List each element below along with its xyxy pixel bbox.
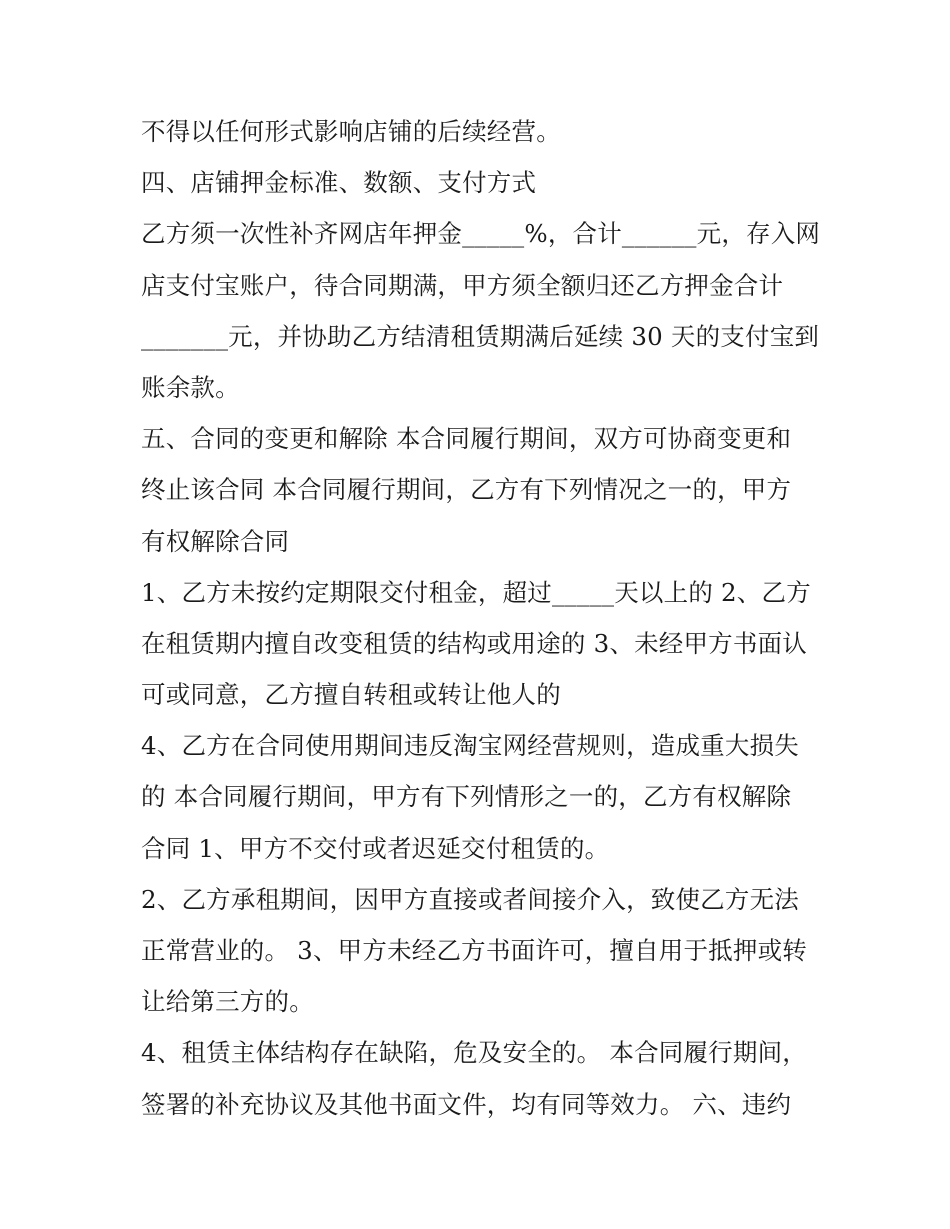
text-line: 2、乙方承租期间，因甲方直接或者间接介入，致使乙方无法 [141,884,799,914]
text-line: 可或同意，乙方擅自转租或转让他人的 [141,680,561,710]
text-line: 五、合同的变更和解除 本合同履行期间，双方可协商变更和 [141,424,792,454]
text-line: 不得以任何形式影响店铺的后续经营。 [141,117,561,146]
text-line: 签署的补充协议及其他书面文件，均有同等效力。 六、违约 [141,1089,792,1119]
text-line: 合同 1、甲方不交付或者迟延交付租赁的。 [141,833,610,863]
text-line: 1、乙方未按约定期限交付租金，超过_____天以上的 2、乙方 [141,577,811,607]
text-line: _______元，并协助乙方结清租赁期满后延续 30 天的支付宝到 [141,321,820,351]
text-line: 有权解除合同 [141,526,290,556]
text-line: 乙方须一次性补齐网店年押金_____%，合计______元，存入网 [141,219,821,249]
text-line: 正常营业的。 3、甲方未经乙方书面许可，擅自用于抵押或转 [141,936,807,965]
text-line: 账余款。 [141,372,240,402]
text-line: 的 本合同履行期间，甲方有下列情形之一的，乙方有权解除 [141,782,792,812]
text-line: 店支付宝账户，待合同期满，甲方须全额归还乙方押金合计 [141,270,784,300]
document-body [141,106,821,1130]
text-line: 让给第三方的。 [141,987,314,1017]
text-line: 终止该合同 本合同履行期间，乙方有下列情况之一的，甲方 [141,475,792,505]
section-heading: 四、店铺押金标准、数额、支付方式 [141,168,537,198]
text-line: 在租赁期内擅自改变租赁的结构或用途的 3、未经甲方书面认 [141,628,807,658]
text-line: 4、乙方在合同使用期间违反淘宝网经营规则，造成重大损失 [141,731,799,761]
text-line: 4、租赁主体结构存在缺陷，危及安全的。 本合同履行期间， [141,1038,807,1068]
